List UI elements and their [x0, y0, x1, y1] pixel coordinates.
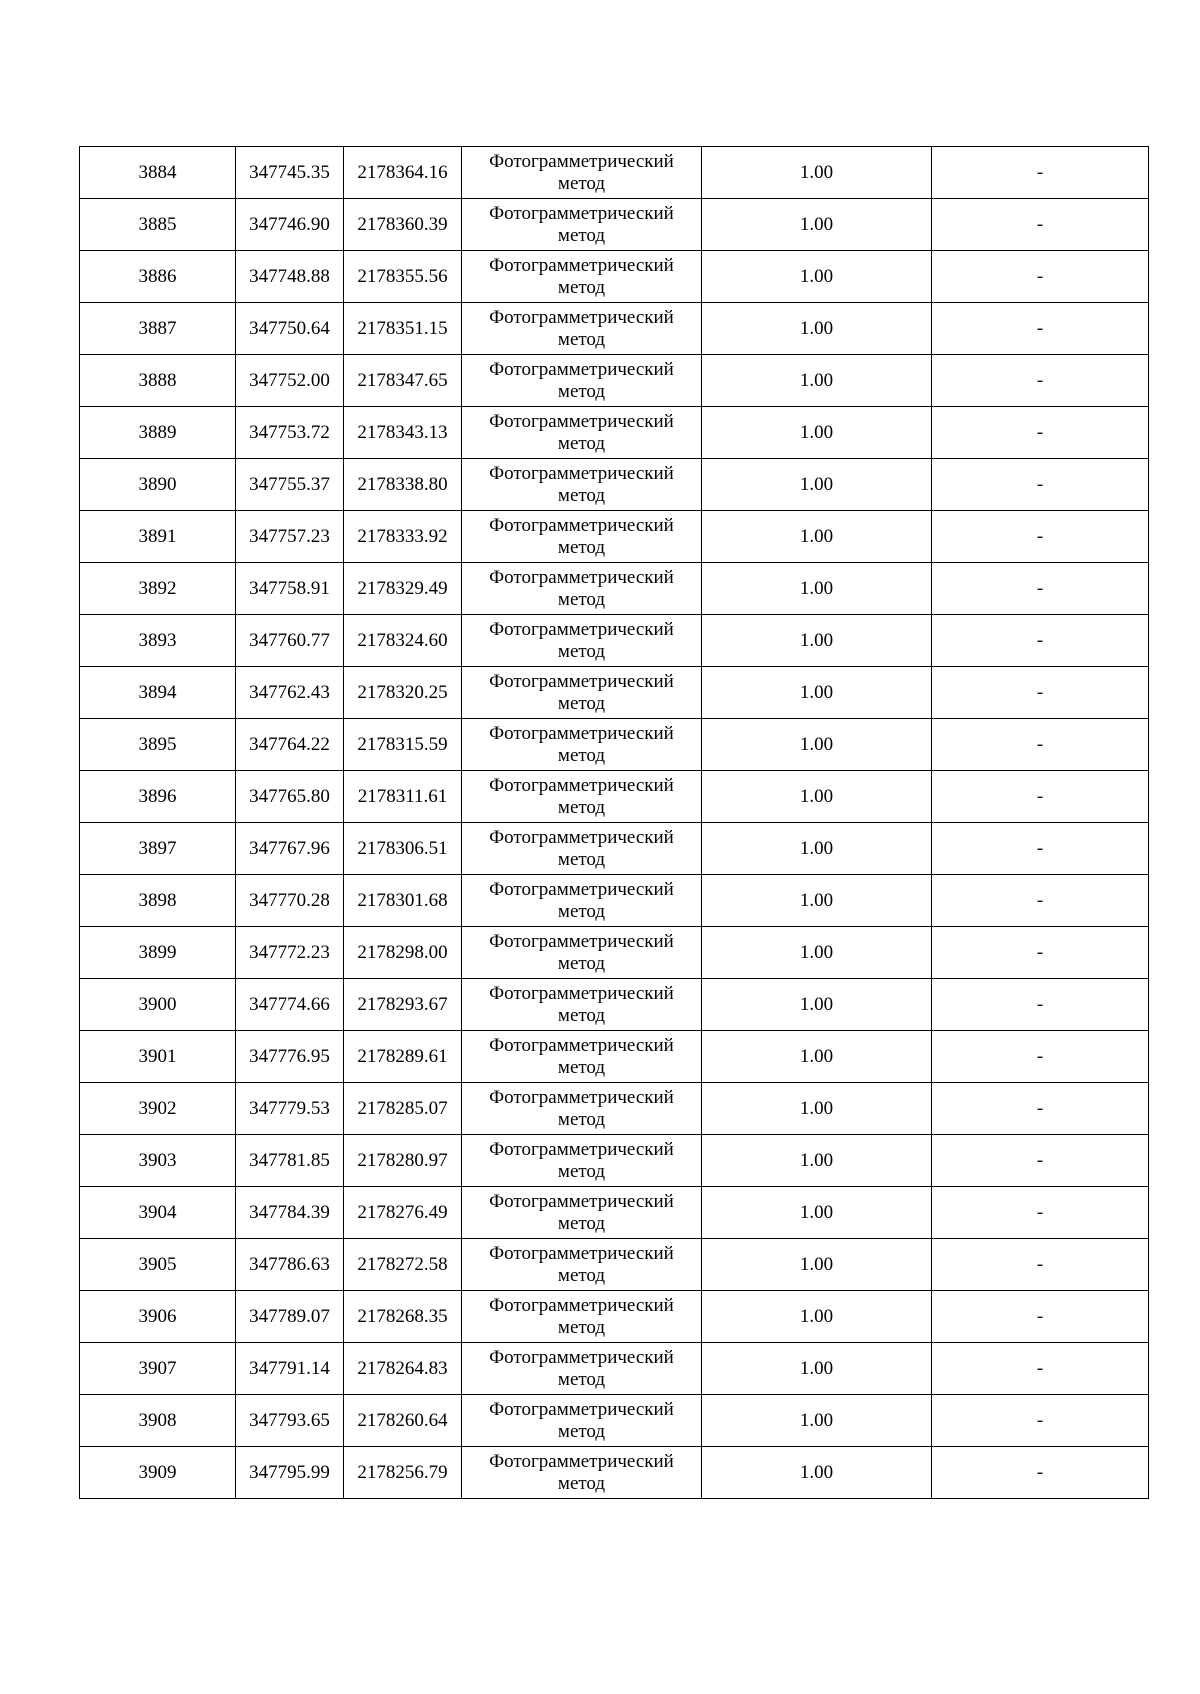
method-line-1: Фотограмметрический	[489, 670, 674, 692]
point-number-cell: 3902	[80, 1083, 236, 1135]
precision-cell: 1.00	[702, 1239, 932, 1291]
x-coordinate-cell: 347746.90	[236, 199, 344, 251]
table-row	[80, 615, 1149, 667]
y-coordinate-cell: 2178338.80	[344, 459, 462, 511]
method-line-1: Фотограмметрический	[489, 930, 674, 952]
note-cell: -	[932, 355, 1149, 407]
table-row	[80, 459, 1149, 511]
y-coordinate-cell: 2178320.25	[344, 667, 462, 719]
table-row	[80, 719, 1149, 771]
table-row	[80, 667, 1149, 719]
method-line-1: Фотограмметрический	[489, 202, 674, 224]
table-row	[80, 875, 1149, 927]
method-line-1: Фотограмметрический	[489, 1034, 674, 1056]
point-number-cell: 3898	[80, 875, 236, 927]
method-cell	[462, 563, 702, 615]
table-row	[80, 1187, 1149, 1239]
y-coordinate-cell: 2178256.79	[344, 1447, 462, 1499]
method-cell	[462, 1291, 702, 1343]
x-coordinate-cell: 347774.66	[236, 979, 344, 1031]
x-coordinate-cell: 347764.22	[236, 719, 344, 771]
point-number-cell: 3885	[80, 199, 236, 251]
precision-cell: 1.00	[702, 771, 932, 823]
table-row	[80, 355, 1149, 407]
method-line-2: метод	[557, 900, 606, 922]
point-number-cell: 3901	[80, 1031, 236, 1083]
method-cell	[462, 823, 702, 875]
note-cell: -	[932, 1135, 1149, 1187]
method-line-1: Фотограмметрический	[489, 826, 674, 848]
table-row	[80, 1447, 1149, 1499]
x-coordinate-cell: 347767.96	[236, 823, 344, 875]
point-number-cell: 3889	[80, 407, 236, 459]
point-number-cell: 3905	[80, 1239, 236, 1291]
method-line-2: метод	[557, 1368, 606, 1390]
method-cell	[462, 459, 702, 511]
note-cell: -	[932, 1031, 1149, 1083]
precision-cell: 1.00	[702, 719, 932, 771]
table-body	[80, 147, 1149, 1499]
method-line-2: метод	[557, 1472, 606, 1494]
x-coordinate-cell: 347745.35	[236, 147, 344, 199]
note-cell: -	[932, 407, 1149, 459]
method-cell	[462, 1447, 702, 1499]
y-coordinate-cell: 2178264.83	[344, 1343, 462, 1395]
method-line-1: Фотограмметрический	[489, 878, 674, 900]
x-coordinate-cell: 347789.07	[236, 1291, 344, 1343]
point-number-cell: 3907	[80, 1343, 236, 1395]
precision-cell: 1.00	[702, 1395, 932, 1447]
table-row	[80, 823, 1149, 875]
x-coordinate-cell: 347781.85	[236, 1135, 344, 1187]
y-coordinate-cell: 2178306.51	[344, 823, 462, 875]
x-coordinate-cell: 347784.39	[236, 1187, 344, 1239]
note-cell: -	[932, 667, 1149, 719]
note-cell: -	[932, 251, 1149, 303]
x-coordinate-cell: 347757.23	[236, 511, 344, 563]
table-row	[80, 979, 1149, 1031]
y-coordinate-cell: 2178289.61	[344, 1031, 462, 1083]
y-coordinate-cell: 2178293.67	[344, 979, 462, 1031]
method-line-2: метод	[557, 432, 606, 454]
note-cell: -	[932, 511, 1149, 563]
note-cell: -	[932, 615, 1149, 667]
table-row	[80, 251, 1149, 303]
note-cell: -	[932, 875, 1149, 927]
point-number-cell: 3896	[80, 771, 236, 823]
y-coordinate-cell: 2178324.60	[344, 615, 462, 667]
x-coordinate-cell: 347786.63	[236, 1239, 344, 1291]
method-cell	[462, 927, 702, 979]
y-coordinate-cell: 2178311.61	[344, 771, 462, 823]
table-row	[80, 1083, 1149, 1135]
y-coordinate-cell: 2178343.13	[344, 407, 462, 459]
note-cell: -	[932, 199, 1149, 251]
point-number-cell: 3893	[80, 615, 236, 667]
y-coordinate-cell: 2178329.49	[344, 563, 462, 615]
y-coordinate-cell: 2178347.65	[344, 355, 462, 407]
x-coordinate-cell: 347758.91	[236, 563, 344, 615]
note-cell: -	[932, 1447, 1149, 1499]
table-row	[80, 407, 1149, 459]
method-line-2: метод	[557, 536, 606, 558]
table-row	[80, 1291, 1149, 1343]
y-coordinate-cell: 2178276.49	[344, 1187, 462, 1239]
point-number-cell: 3884	[80, 147, 236, 199]
point-number-cell: 3894	[80, 667, 236, 719]
method-cell	[462, 979, 702, 1031]
method-cell	[462, 1187, 702, 1239]
x-coordinate-cell: 347793.65	[236, 1395, 344, 1447]
point-number-cell: 3886	[80, 251, 236, 303]
method-line-2: метод	[557, 1264, 606, 1286]
x-coordinate-cell: 347752.00	[236, 355, 344, 407]
method-line-2: метод	[557, 796, 606, 818]
y-coordinate-cell: 2178364.16	[344, 147, 462, 199]
table-row	[80, 1135, 1149, 1187]
y-coordinate-cell: 2178268.35	[344, 1291, 462, 1343]
y-coordinate-cell: 2178315.59	[344, 719, 462, 771]
method-cell	[462, 199, 702, 251]
table-row	[80, 927, 1149, 979]
note-cell: -	[932, 979, 1149, 1031]
precision-cell: 1.00	[702, 823, 932, 875]
point-number-cell: 3888	[80, 355, 236, 407]
precision-cell: 1.00	[702, 1291, 932, 1343]
method-line-2: метод	[557, 952, 606, 974]
method-line-1: Фотограмметрический	[489, 566, 674, 588]
table-row	[80, 1239, 1149, 1291]
method-cell	[462, 771, 702, 823]
note-cell: -	[932, 303, 1149, 355]
precision-cell: 1.00	[702, 1343, 932, 1395]
point-number-cell: 3903	[80, 1135, 236, 1187]
point-number-cell: 3892	[80, 563, 236, 615]
note-cell: -	[932, 1343, 1149, 1395]
method-cell	[462, 251, 702, 303]
precision-cell: 1.00	[702, 199, 932, 251]
table-row	[80, 1395, 1149, 1447]
method-line-1: Фотограмметрический	[489, 1138, 674, 1160]
method-line-2: метод	[557, 1212, 606, 1234]
method-cell	[462, 1343, 702, 1395]
note-cell: -	[932, 1187, 1149, 1239]
precision-cell: 1.00	[702, 407, 932, 459]
precision-cell: 1.00	[702, 1187, 932, 1239]
method-cell	[462, 615, 702, 667]
note-cell: -	[932, 1395, 1149, 1447]
note-cell: -	[932, 1291, 1149, 1343]
y-coordinate-cell: 2178272.58	[344, 1239, 462, 1291]
method-line-2: метод	[557, 640, 606, 662]
method-line-1: Фотограмметрический	[489, 254, 674, 276]
method-line-1: Фотограмметрический	[489, 774, 674, 796]
x-coordinate-cell: 347795.99	[236, 1447, 344, 1499]
point-number-cell: 3895	[80, 719, 236, 771]
method-line-2: метод	[557, 1004, 606, 1026]
method-line-1: Фотограмметрический	[489, 982, 674, 1004]
x-coordinate-cell: 347765.80	[236, 771, 344, 823]
x-coordinate-cell: 347750.64	[236, 303, 344, 355]
x-coordinate-cell: 347779.53	[236, 1083, 344, 1135]
x-coordinate-cell: 347762.43	[236, 667, 344, 719]
method-cell	[462, 1135, 702, 1187]
method-line-1: Фотограмметрический	[489, 1190, 674, 1212]
precision-cell: 1.00	[702, 1135, 932, 1187]
method-line-1: Фотограмметрический	[489, 618, 674, 640]
method-line-2: метод	[557, 380, 606, 402]
method-line-1: Фотограмметрический	[489, 722, 674, 744]
method-line-1: Фотограмметрический	[489, 410, 674, 432]
y-coordinate-cell: 2178260.64	[344, 1395, 462, 1447]
table-row	[80, 1031, 1149, 1083]
precision-cell: 1.00	[702, 927, 932, 979]
method-cell	[462, 147, 702, 199]
coordinates-table	[79, 146, 1149, 1499]
point-number-cell: 3899	[80, 927, 236, 979]
method-line-2: метод	[557, 1056, 606, 1078]
method-line-1: Фотограмметрический	[489, 462, 674, 484]
method-cell	[462, 875, 702, 927]
table-row	[80, 771, 1149, 823]
method-cell	[462, 1239, 702, 1291]
y-coordinate-cell: 2178351.15	[344, 303, 462, 355]
table-row	[80, 147, 1149, 199]
x-coordinate-cell: 347748.88	[236, 251, 344, 303]
precision-cell: 1.00	[702, 875, 932, 927]
method-cell	[462, 1031, 702, 1083]
note-cell: -	[932, 1239, 1149, 1291]
method-line-1: Фотограмметрический	[489, 1346, 674, 1368]
point-number-cell: 3908	[80, 1395, 236, 1447]
y-coordinate-cell: 2178360.39	[344, 199, 462, 251]
note-cell: -	[932, 459, 1149, 511]
method-cell	[462, 303, 702, 355]
method-line-1: Фотограмметрический	[489, 1294, 674, 1316]
method-cell	[462, 511, 702, 563]
precision-cell: 1.00	[702, 511, 932, 563]
point-number-cell: 3909	[80, 1447, 236, 1499]
precision-cell: 1.00	[702, 1031, 932, 1083]
point-number-cell: 3891	[80, 511, 236, 563]
y-coordinate-cell: 2178301.68	[344, 875, 462, 927]
method-cell	[462, 355, 702, 407]
note-cell: -	[932, 147, 1149, 199]
method-line-2: метод	[557, 588, 606, 610]
method-line-1: Фотограмметрический	[489, 358, 674, 380]
precision-cell: 1.00	[702, 251, 932, 303]
method-line-2: метод	[557, 692, 606, 714]
table-row	[80, 303, 1149, 355]
note-cell: -	[932, 1083, 1149, 1135]
precision-cell: 1.00	[702, 147, 932, 199]
x-coordinate-cell: 347776.95	[236, 1031, 344, 1083]
y-coordinate-cell: 2178355.56	[344, 251, 462, 303]
point-number-cell: 3887	[80, 303, 236, 355]
precision-cell: 1.00	[702, 1447, 932, 1499]
precision-cell: 1.00	[702, 303, 932, 355]
note-cell: -	[932, 719, 1149, 771]
x-coordinate-cell: 347753.72	[236, 407, 344, 459]
method-line-1: Фотограмметрический	[489, 1398, 674, 1420]
y-coordinate-cell: 2178280.97	[344, 1135, 462, 1187]
note-cell: -	[932, 563, 1149, 615]
method-cell	[462, 407, 702, 459]
method-line-2: метод	[557, 1108, 606, 1130]
y-coordinate-cell: 2178285.07	[344, 1083, 462, 1135]
x-coordinate-cell: 347772.23	[236, 927, 344, 979]
precision-cell: 1.00	[702, 563, 932, 615]
precision-cell: 1.00	[702, 1083, 932, 1135]
method-line-1: Фотограмметрический	[489, 150, 674, 172]
method-line-1: Фотограмметрический	[489, 1450, 674, 1472]
point-number-cell: 3890	[80, 459, 236, 511]
note-cell: -	[932, 927, 1149, 979]
note-cell: -	[932, 823, 1149, 875]
point-number-cell: 3900	[80, 979, 236, 1031]
method-line-2: метод	[557, 484, 606, 506]
method-cell	[462, 1083, 702, 1135]
table-row	[80, 199, 1149, 251]
table-row	[80, 511, 1149, 563]
method-cell	[462, 719, 702, 771]
method-cell	[462, 1395, 702, 1447]
precision-cell: 1.00	[702, 667, 932, 719]
y-coordinate-cell: 2178333.92	[344, 511, 462, 563]
method-line-2: метод	[557, 1316, 606, 1338]
point-number-cell: 3904	[80, 1187, 236, 1239]
precision-cell: 1.00	[702, 615, 932, 667]
y-coordinate-cell: 2178298.00	[344, 927, 462, 979]
precision-cell: 1.00	[702, 355, 932, 407]
method-line-1: Фотограмметрический	[489, 1242, 674, 1264]
method-line-2: метод	[557, 224, 606, 246]
x-coordinate-cell: 347760.77	[236, 615, 344, 667]
method-line-2: метод	[557, 1160, 606, 1182]
method-line-2: метод	[557, 744, 606, 766]
x-coordinate-cell: 347791.14	[236, 1343, 344, 1395]
precision-cell: 1.00	[702, 979, 932, 1031]
precision-cell: 1.00	[702, 459, 932, 511]
method-cell	[462, 667, 702, 719]
point-number-cell: 3897	[80, 823, 236, 875]
method-line-1: Фотограмметрический	[489, 306, 674, 328]
method-line-2: метод	[557, 328, 606, 350]
note-cell: -	[932, 771, 1149, 823]
method-line-1: Фотограмметрический	[489, 514, 674, 536]
point-number-cell: 3906	[80, 1291, 236, 1343]
method-line-2: метод	[557, 848, 606, 870]
method-line-1: Фотограмметрический	[489, 1086, 674, 1108]
method-line-2: метод	[557, 1420, 606, 1442]
method-line-2: метод	[557, 276, 606, 298]
table-row	[80, 1343, 1149, 1395]
method-line-2: метод	[557, 172, 606, 194]
x-coordinate-cell: 347755.37	[236, 459, 344, 511]
table-row	[80, 563, 1149, 615]
x-coordinate-cell: 347770.28	[236, 875, 344, 927]
